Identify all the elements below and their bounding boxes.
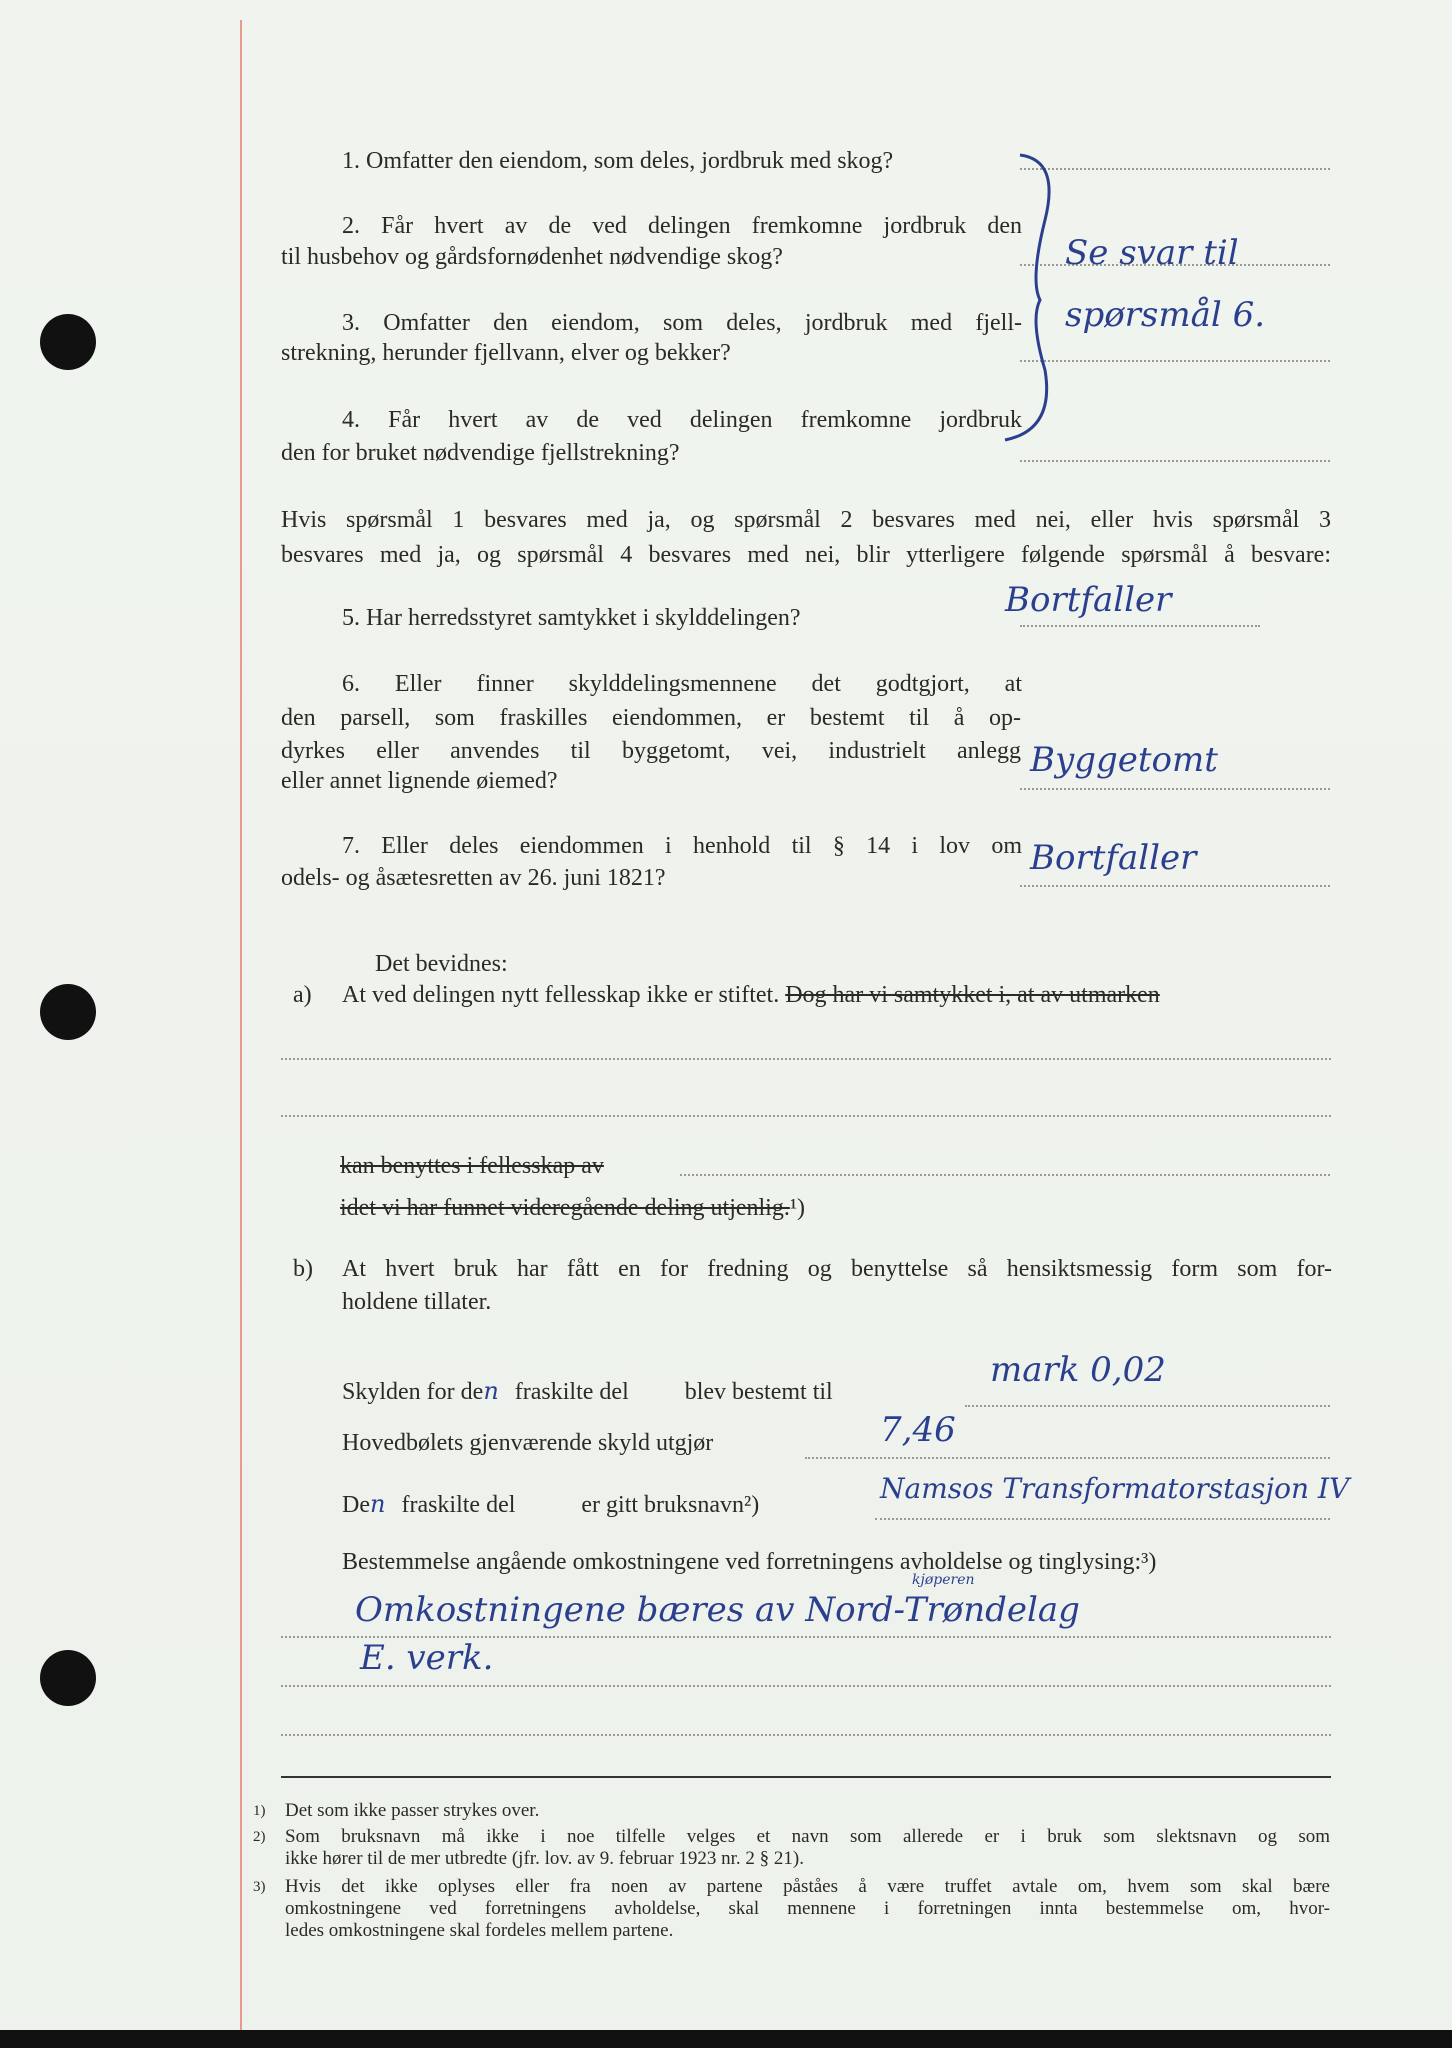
handwritten-bruksnavn: Namsos Transformatorstasjon IV [880,1472,1350,1505]
skyld-line [342,1376,833,1407]
fill-line [875,1518,1330,1520]
question-6-line-3: dyrkes eller anvendes til byggetomt, vei, industrielt anlegg [281,738,1021,764]
fill-line [680,1174,1330,1176]
item-a-marker: a) [293,982,312,1008]
question-7-line-2: odels- og åsætesretten av 26. juni 1821? [281,865,666,891]
item-b-line-2: holdene tillater. [342,1289,492,1315]
question-4-line-1: 4. Får hvert av de ved delingen fremkomne jordbruk [342,407,1022,433]
omkostninger-label: Bestemmelse angående omkostningene ved forretningens avholdelse og tinglysing:³) [342,1549,1157,1575]
footnote-text: ikke hører til de mer utbredte (jfr. lov. av 9. februar 1923 nr. 2 § 21). [285,1848,805,1869]
item-a-text [342,980,1160,1010]
footnote-text: ledes omkostningene skal fordeles mellem partene. [285,1920,674,1941]
footnote-text: Som bruksnavn må ikke i noe tilfelle velges et navn som allerede er i bruk som slektsnavn og som [285,1826,1330,1847]
item-a-statement: At ved delingen nytt fellesskap ikke er stiftet. [342,982,780,1008]
footnote-number: 3) [253,1879,266,1895]
fill-line [965,1405,1330,1407]
question-2-line-2: til husbehov og gårdsfornødenhet nødvendige skog? [281,244,783,270]
label: De [342,1492,370,1518]
footnote-text: Det som ikke passer strykes over. [285,1800,540,1821]
question-1: 1. Omfatter den eiendom, som deles, jordbruk med skog? [342,148,894,174]
instruction-line-1: Hvis spørsmål 1 besvares med ja, og spørsmål 2 besvares med nei, eller hvis spørsmål 3 [281,507,1331,533]
fill-line [281,1115,1331,1117]
footnote-2 [253,1826,1330,1870]
footnote-3 [253,1876,1330,1942]
question-2-line-1: 2. Får hvert av de ved delingen fremkomne jordbruk den [342,213,1022,239]
handwritten-answer-5: Bortfaller [1005,580,1172,620]
footnote-1 [253,1800,540,1822]
footnote-number: 2) [253,1829,266,1845]
label: fraskilte del [514,1379,629,1405]
bevidnes-heading: Det bevidnes: [375,951,508,977]
answer-line [1020,788,1330,790]
question-7-line-1: 7. Eller deles eiendommen i henhold til § 14 i lov om [342,833,1022,859]
footnote-divider [281,1776,1331,1778]
item-b-marker: b) [293,1256,313,1282]
struck-line-1: kan benyttes i fellesskap av [340,1153,604,1179]
struck-line-2 [340,1193,805,1223]
bruksnavn-line [342,1489,759,1520]
label: blev bestemt til [684,1379,833,1405]
fill-line [281,1685,1331,1687]
question-6-line-2: den parsell, som fraskilles eiendommen, er bestemt til å op- [281,705,1021,731]
scan-border [0,2030,1452,2048]
answer-line [1020,625,1260,627]
fill-line [281,1734,1331,1736]
label: Skylden for de [342,1379,484,1405]
handwritten-answer-1-4: Se svar til spørsmål 6. [1065,233,1266,335]
footnote-text: Hvis det ikke oplyses eller fra noen av partene påståes å være truffet avtale om, hvem som skal bære [285,1876,1330,1897]
question-4-line-2: den for bruket nødvendige fjellstrekning? [281,440,680,466]
footnote-number: 1) [253,1803,266,1819]
label: er gitt bruksnavn²) [581,1492,760,1518]
handwritten-suffix: n [369,1490,386,1518]
handwritten-omkostninger-1: Omkostningene bæres av Nord-Trøndelag [355,1590,1080,1630]
instruction-line-2: besvares med ja, og spørsmål 4 besvares med nei, blir ytterligere følgende spørsmål å besvare: [281,542,1331,568]
fill-line [805,1457,1330,1459]
punch-hole [40,1650,96,1706]
handwritten-suffix: n [483,1377,499,1405]
handwritten-hovedbol-skyld: 7,46 [880,1410,956,1450]
question-6-line-4: eller annet lignende øiemed? [281,768,558,794]
item-b-line-1: At hvert bruk har fått en for fredning og benyttelse så hensiktsmessig form som for- [342,1256,1332,1282]
struck-text: idet vi har funnet videregående deling utjenlig. [340,1195,790,1221]
answer-line [1020,885,1330,887]
label: fraskilte del [401,1492,516,1518]
handwritten-insert: kjøperen [912,1572,975,1588]
footnote-text: omkostningene ved forretningens avholdelse, skal mennene i forretningen innta bestemmelse om, hvor- [285,1898,1330,1919]
punch-hole [40,314,96,370]
handwritten-omkostninger-2: E. verk. [360,1638,494,1678]
margin-line [240,20,242,2030]
hovedbol-label: Hovedbølets gjenværende skyld utgjør [342,1430,714,1456]
question-6-line-1: 6. Eller finner skylddelingsmennene det godtgjort, at [342,671,1022,697]
question-3-line-1: 3. Omfatter den eiendom, som deles, jordbruk med fjell- [342,310,1022,336]
handwritten-answer-7: Bortfaller [1030,838,1197,878]
answer-line [1020,460,1330,462]
question-5: 5. Har herredsstyret samtykket i skylddelingen? [342,605,801,631]
question-3-line-2: strekning, herunder fjellvann, elver og bekker? [281,340,731,366]
fill-line [281,1058,1331,1060]
handwritten-answer-6: Byggetomt [1030,740,1218,780]
handwritten-skyld: mark 0,02 [990,1350,1166,1390]
punch-hole [40,984,96,1040]
item-a-struck-text: Dog har vi samtykket i, at av utmarken [785,982,1160,1008]
footnote-ref: ¹) [789,1195,806,1221]
